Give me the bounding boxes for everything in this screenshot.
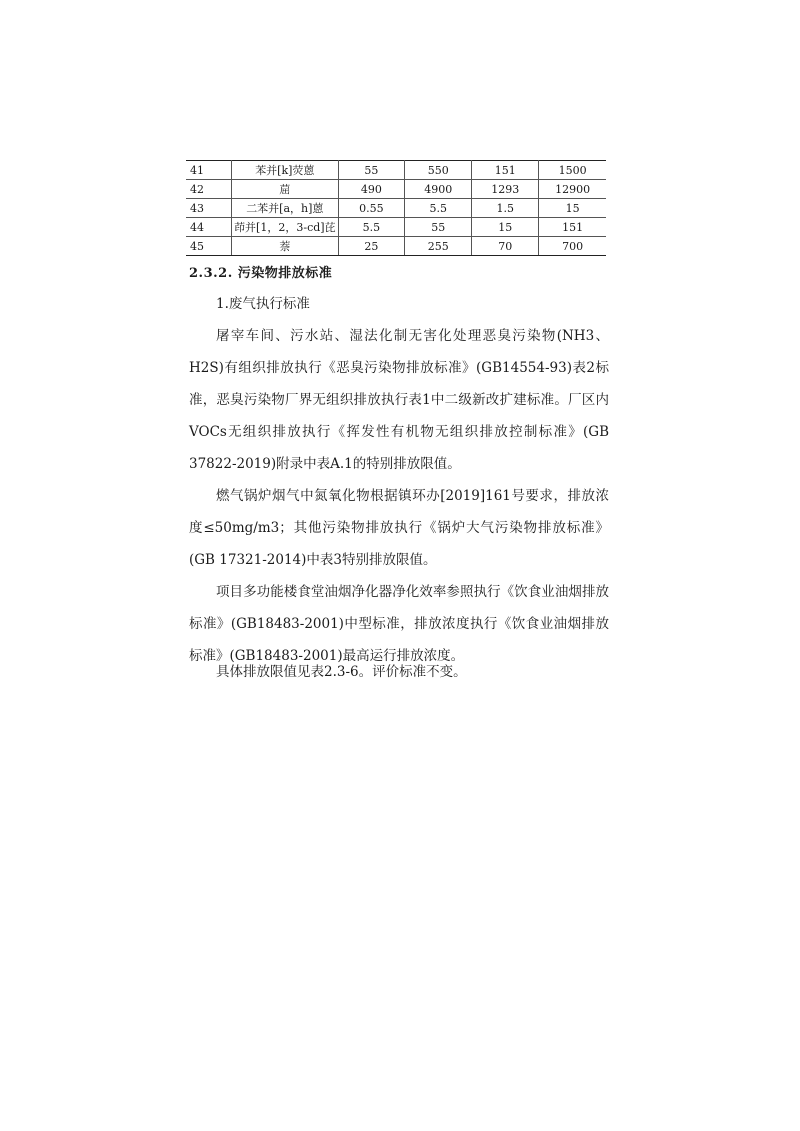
value-cell: 151 [539, 218, 606, 237]
value-cell: 151 [472, 161, 539, 180]
row-number-cell: 41 [186, 161, 232, 180]
row-number-cell: 44 [186, 218, 232, 237]
value-cell: 55 [338, 161, 405, 180]
paragraph-limits-reference: 具体排放限值见表2.3-6。评价标准不变。 [216, 664, 467, 680]
value-cell: 15 [539, 199, 606, 218]
table-row [186, 218, 606, 237]
section-heading: 2.3.2. 污染物排放标准 [189, 266, 333, 281]
paragraph-odor-standards: 屠宰车间、污水站、湿法化制无害化处理恶臭污染物(NH3、H2S)有组织排放执行《恶臭污染物排放标准》(GB14554-93)表2标准，恶臭污染物厂界无组织排放执行表1中二级新改扩建标准。厂区内VOCs无组织排放执行《挥发性有机物无组织排放控制标准》(GB 37822-2019)附录中表A.1的特别排放限值。 [189, 328, 609, 472]
row-number-cell: 43 [186, 199, 232, 218]
value-cell: 1.5 [472, 199, 539, 218]
value-cell: 490 [338, 180, 405, 199]
value-cell: 25 [338, 237, 405, 256]
pollutant-name-cell: 萘 [232, 237, 339, 256]
table-row [186, 161, 606, 180]
value-cell: 70 [472, 237, 539, 256]
paragraph-cooking-fume-standards: 项目多功能楼食堂油烟净化器净化效率参照执行《饮食业油烟排放标准》(GB18483-2001)中型标准，排放浓度执行《饮食业油烟排放标准》(GB18483-2001)最高运行排放浓度。 [189, 584, 609, 664]
value-cell: 1500 [539, 161, 606, 180]
value-cell: 1293 [472, 180, 539, 199]
table-row [186, 237, 606, 256]
value-cell: 550 [405, 161, 472, 180]
pollutant-name-cell: 䓛 [232, 180, 339, 199]
pollutant-name-cell: 苯并[k]荧蒽 [232, 161, 339, 180]
value-cell: 5.5 [405, 199, 472, 218]
value-cell: 15 [472, 218, 539, 237]
pollutant-name-cell: 二苯并[a，h]蒽 [232, 199, 339, 218]
row-number-cell: 42 [186, 180, 232, 199]
value-cell: 255 [405, 237, 472, 256]
value-cell: 4900 [405, 180, 472, 199]
pollutant-name-cell: 茚并[1，2，3-cd]芘 [232, 218, 339, 237]
value-cell: 12900 [539, 180, 606, 199]
row-number-cell: 45 [186, 237, 232, 256]
paragraph-boiler-standards: 燃气锅炉烟气中氮氧化物根据镇环办[2019]161号要求，排放浓度≤50mg/m3；其他污染物排放执行《锅炉大气污染物排放标准》(GB 17321-2014)中表3特别排放限值。 [189, 488, 609, 568]
pollutant-limits-table [186, 160, 606, 256]
paragraph-waste-gas-title: 1.废气执行标准 [216, 296, 310, 312]
value-cell: 0.55 [338, 199, 405, 218]
table-row [186, 180, 606, 199]
value-cell: 55 [405, 218, 472, 237]
value-cell: 700 [539, 237, 606, 256]
table-row [186, 199, 606, 218]
value-cell: 5.5 [338, 218, 405, 237]
